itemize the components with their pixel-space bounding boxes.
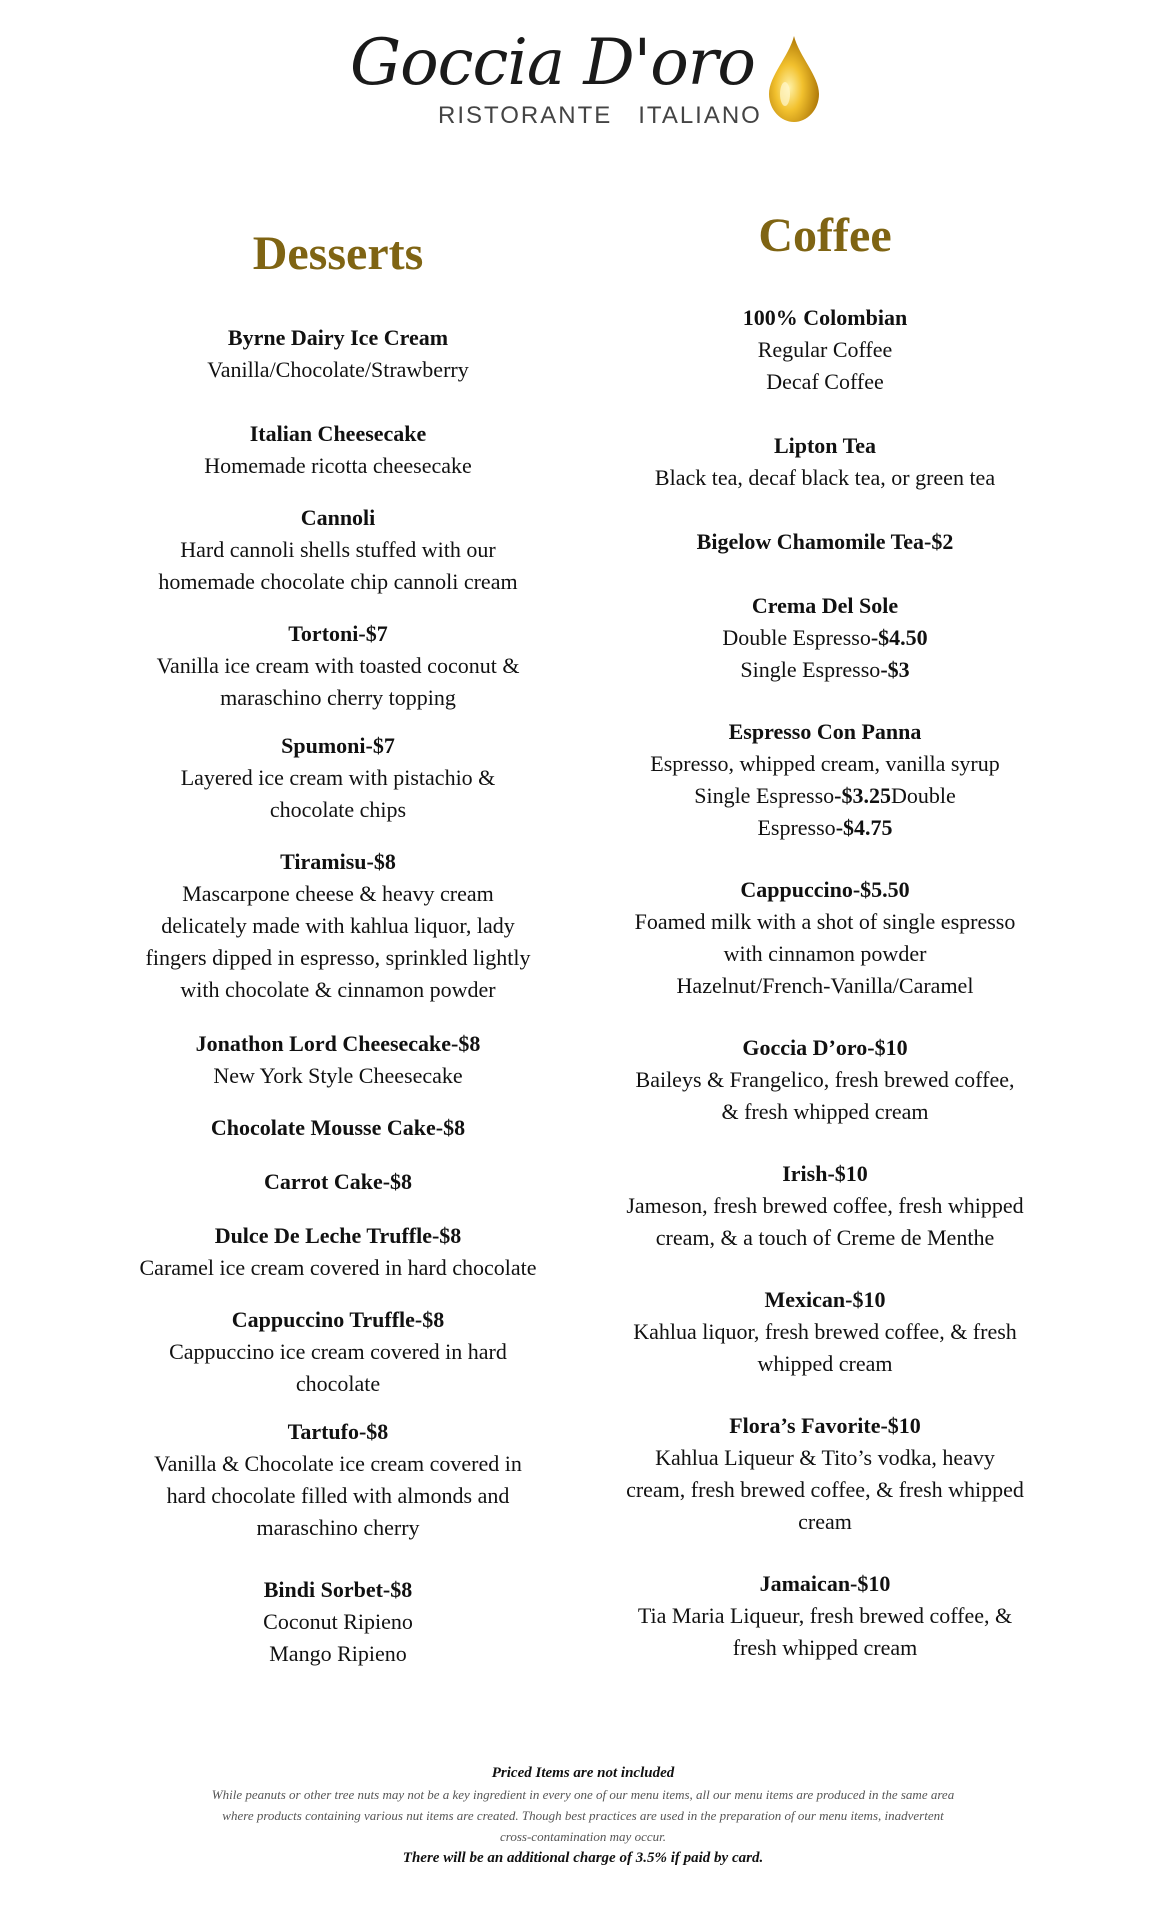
coffee-item-desc [605,622,1045,654]
footer-allergen-note: cross-contamination may occur. [500,1829,666,1844]
dessert-item-desc: Hard cannoli shells stuffed with our [180,537,496,562]
dessert-item-desc: maraschino cherry [256,1515,420,1540]
coffee-item-name: Crema Del Sole [751,593,899,618]
desc-text: Single Espresso [694,783,835,808]
coffee-item-desc: Espresso, whipped cream, vanilla syrup [650,751,1000,776]
dessert-item-name: Spumoni-$7 [281,733,395,758]
restaurant-logo [350,26,830,140]
coffee-item-desc: Decaf Coffee [766,369,884,394]
dessert-item-name: Tortoni-$7 [288,621,388,646]
dessert-item-desc: Layered ice cream with pistachio & [180,765,496,790]
dessert-item-name: Dulce De Leche Truffle-$8 [214,1223,462,1248]
dessert-item [118,1112,558,1144]
dessert-item-name: Tartufo-$8 [287,1419,389,1444]
desc-text: Espresso [757,815,836,840]
coffee-item-name: Espresso Con Panna [728,719,922,744]
dessert-item-desc: Vanilla ice cream with toasted coconut & [156,653,520,678]
coffee-item-cappuccino [605,874,1045,1002]
dessert-item [118,1166,558,1198]
coffee-item-desc: Jameson, fresh brewed coffee, fresh whipped [626,1193,1024,1218]
dessert-item [118,322,558,386]
coffee-item-name: 100% Colombian [742,305,908,330]
dessert-item-name: Byrne Dairy Ice Cream [227,325,449,350]
dessert-item-name: Bindi Sorbet-$8 [263,1577,413,1602]
coffee-item-colombian [605,302,1045,398]
dessert-item-desc: homemade chocolate chip cannoli cream [158,569,518,594]
coffee-item-desc: cream, fresh brewed coffee, & fresh whipped [626,1477,1024,1502]
dessert-item-desc: with chocolate & cinnamon powder [180,977,496,1002]
desc-text: Double Espresso [722,625,871,650]
coffee-item-desc: Kahlua liquor, fresh brewed coffee, & fresh [633,1319,1017,1344]
coffee-item-desc: fresh whipped cream [732,1635,918,1660]
dessert-item-desc: Cappuccino ice cream covered in hard [169,1339,507,1364]
coffee-item-desc [605,654,1045,686]
logo-sub-left: RISTORANTE [438,102,613,129]
dessert-item-desc: chocolate chips [269,797,407,822]
price-text: -$3.25 [834,783,891,808]
dessert-item-desc: Mascarpone cheese & heavy cream [182,881,494,906]
dessert-item [118,1416,558,1544]
coffee-item-desc: Kahlua Liqueur & Tito’s vodka, heavy [655,1445,995,1470]
coffee-item-desc: with cinnamon powder [723,941,927,966]
dessert-item [118,1028,558,1092]
coffee-item-desc: Black tea, decaf black tea, or green tea [654,465,996,490]
dessert-item-desc: chocolate [295,1371,381,1396]
coffee-item-name: Cappuccino-$5.50 [740,877,910,902]
dessert-item-name: Cannoli [300,505,376,530]
price-text: -$3 [880,657,910,682]
coffee-item-name: Mexican-$10 [764,1287,886,1312]
logo-sub-right: ITALIANO [638,102,762,129]
coffee-item-desc: cream, & a touch of Creme de Menthe [655,1225,995,1250]
coffee-item-desc [605,780,1045,812]
logo-script-text: Goccia D'oro [350,26,755,100]
footer-allergen-note: where products containing various nut items are created. Though best practices are used in the preparation of our menu items, inadvertent [222,1808,944,1823]
dessert-item-desc: maraschino cherry topping [220,685,456,710]
coffee-item-desc: Regular Coffee [757,337,893,362]
dessert-item [118,846,558,1006]
dessert-item [118,418,558,482]
dessert-item-desc: fingers dipped in espresso, sprinkled lightly [145,945,531,970]
coffee-item-name: Lipton Tea [773,433,877,458]
coffee-item-irish [605,1158,1045,1254]
dessert-item-name: Tiramisu-$8 [280,849,396,874]
coffee-item-jamaican [605,1568,1045,1664]
dessert-item-desc: Vanilla/Chocolate/Strawberry [207,357,469,382]
coffee-item-name: Bigelow Chamomile Tea-$2 [696,529,954,554]
coffee-item-panna [605,716,1045,844]
coffee-item-name: Irish-$10 [782,1161,868,1186]
dessert-item-name: Chocolate Mousse Cake-$8 [210,1115,466,1140]
dessert-item-name: Italian Cheesecake [249,421,427,446]
gold-drop-icon [765,34,823,124]
dessert-item [118,1574,558,1670]
dessert-item-desc: Coconut Ripieno [263,1609,413,1634]
price-text: -$4.75 [835,815,893,840]
coffee-item-crema [605,590,1045,686]
dessert-item-name: Jonathon Lord Cheesecake-$8 [195,1031,481,1056]
dessert-item-desc: Vanilla & Chocolate ice cream covered in [154,1451,522,1476]
coffee-item-name: Flora’s Favorite-$10 [729,1413,921,1438]
footer-card-surcharge: There will be an additional charge of 3.5% if paid by card. [402,1850,764,1866]
dessert-item-desc: Caramel ice cream covered in hard chocolate [139,1255,537,1280]
coffee-item-flora [605,1410,1045,1538]
dessert-item-name: Cappuccino Truffle-$8 [231,1307,445,1332]
footer-allergen-note: While peanuts or other tree nuts may not be a key ingredient in every one of our menu items, all our menu items are produced in the same area [211,1787,955,1802]
dessert-item-desc: delicately made with kahlua liquor, lady [161,913,515,938]
coffee-item-desc: & fresh whipped cream [721,1099,929,1124]
footer-priced-note: Priced Items are not included [491,1765,675,1781]
coffee-item-desc: cream [798,1509,852,1534]
dessert-item-desc: Mango Ripieno [269,1641,407,1666]
coffee-item-lipton [605,430,1045,494]
dessert-item-desc: hard chocolate filled with almonds and [166,1483,510,1508]
coffee-item-name: Goccia D’oro-$10 [742,1035,908,1060]
dessert-item [118,730,558,826]
coffee-item-desc: Tia Maria Liqueur, fresh brewed coffee, & [637,1603,1013,1628]
dessert-item [118,502,558,598]
desserts-title: Desserts [252,227,424,280]
price-text: -$4.50 [870,625,928,650]
coffee-item-bigelow [605,526,1045,558]
coffee-item-desc [605,812,1045,844]
coffee-item-desc: Foamed milk with a shot of single espresso [634,909,1016,934]
dessert-item [118,1220,558,1284]
coffee-item-desc: Hazelnut/French-Vanilla/Caramel [676,973,974,998]
dessert-item-desc: New York Style Cheesecake [213,1063,463,1088]
dessert-item [118,618,558,714]
coffee-item-desc: Baileys & Frangelico, fresh brewed coffee, [635,1067,1015,1092]
logo-subtitle [438,102,762,130]
coffee-item-goccia [605,1032,1045,1128]
coffee-title: Coffee [758,209,892,262]
menu-footer [120,1762,1046,1869]
coffee-item-mexican [605,1284,1045,1380]
desc-text: Double [891,783,956,808]
desc-text: Single Espresso [740,657,881,682]
dessert-item-desc: Homemade ricotta cheesecake [204,453,472,478]
dessert-item-name: Carrot Cake-$8 [263,1169,413,1194]
coffee-item-desc: whipped cream [757,1351,893,1376]
coffee-item-name: Jamaican-$10 [759,1571,891,1596]
dessert-item [118,1304,558,1400]
